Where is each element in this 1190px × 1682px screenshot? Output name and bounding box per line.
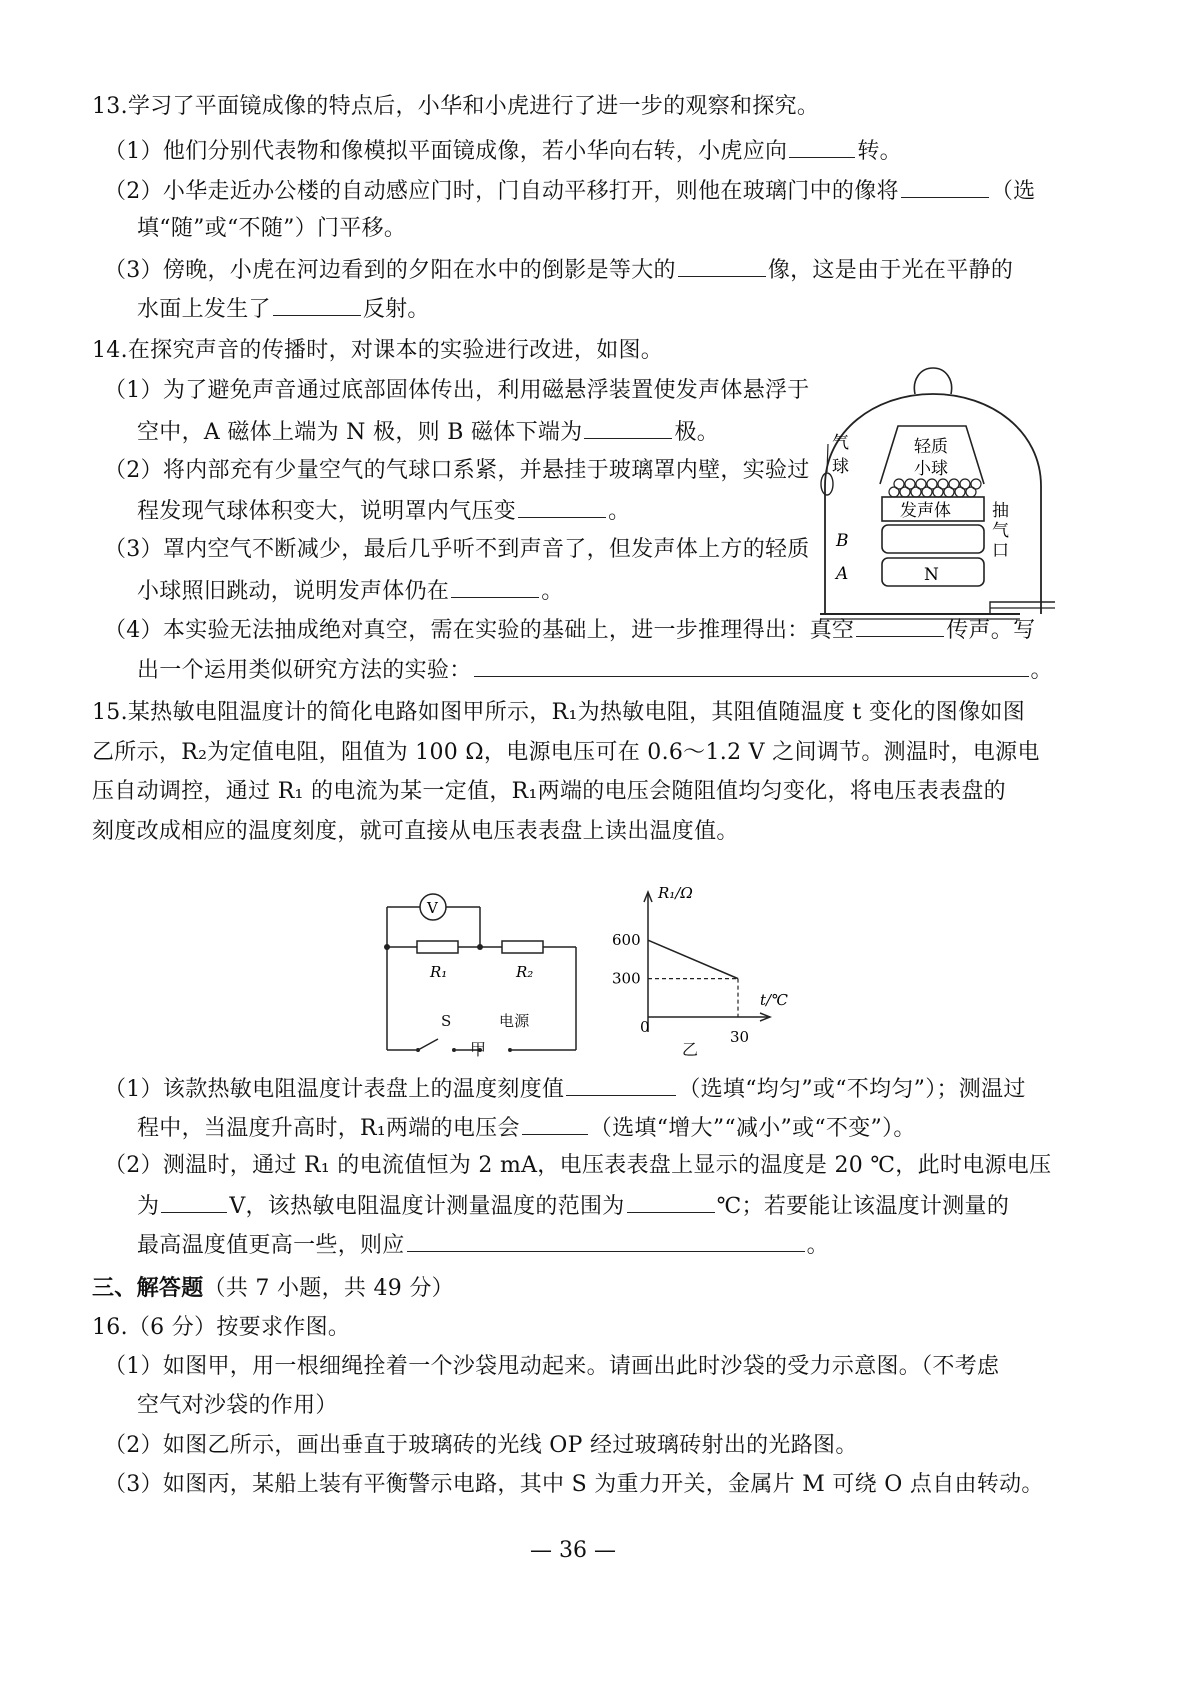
answer-blank[interactable] (584, 416, 672, 439)
resistance-temperature-graph (600, 882, 820, 1062)
answer-blank[interactable] (678, 254, 766, 277)
light-ball (949, 479, 959, 489)
label-light-1: 轻质 (914, 437, 948, 457)
q15-line3: 压自动调控，通过 R₁ 的电流为某一定值，R₁两端的电压会随阻值均匀变化，将电压表表盘的 (92, 779, 1006, 804)
circuit-diagram (380, 885, 585, 1060)
label-balloon-2: 球 (832, 457, 849, 477)
label-light-2: 小球 (914, 459, 948, 479)
tick-label-600: 600 (612, 931, 641, 950)
light-ball (960, 479, 970, 489)
q14-part3-cont: 小球照旧跳动，说明发声体仍在 。 (137, 575, 564, 607)
switch (418, 1039, 438, 1050)
series-line (648, 940, 738, 978)
x-axis-label: t/℃ (760, 991, 788, 1009)
label-r2: R₂ (516, 963, 534, 981)
q15-part1-cont: 程中，当温度升高时，R₁两端的电压会 （选填“增大”“减小”或“不变”）。 (137, 1112, 916, 1144)
label-sounding-body: 发声体 (900, 501, 951, 521)
label-pump-2: 气 (992, 521, 1009, 541)
q14-stem: 14.在探究声音的传播时，对课本的实验进行改进，如图。 (92, 338, 664, 363)
q16-part1: （1）如图甲，用一根细绳拴着一个沙袋甩动起来。请画出此时沙袋的受力示意图。（不考虑 (104, 1354, 1000, 1379)
resistor-r1 (417, 941, 458, 953)
q13-part2: （2）小华走近办公楼的自动感应门时，门自动平移打开，则他在玻璃门中的像将 （选 (104, 175, 1035, 207)
q15-part2-cont: 为 V，该热敏电阻温度计测量温度的范围为 ℃；若要能让该温度计测量的 (137, 1190, 1009, 1222)
q15-line1: 15.某热敏电阻温度计的简化电路如图甲所示，R₁为热敏电阻，其阻值随温度 t 变化的图像如图 (92, 700, 1026, 725)
light-balls (889, 479, 981, 497)
y-axis-label: R₁/Ω (658, 884, 693, 902)
label-r1: R₁ (430, 963, 448, 981)
q14-part4-cont: 出一个运用类似研究方法的实验： 。 (137, 654, 1053, 686)
label-pump-3: 口 (992, 541, 1009, 561)
label-a: A (836, 564, 849, 584)
light-ball (894, 479, 904, 489)
q13-part3: （3）傍晚，小虎在河边看到的夕阳在水中的倒影是等大的 像，这是由于光在平静的 (104, 254, 1013, 286)
light-ball (916, 479, 926, 489)
light-ball (927, 479, 937, 489)
q14-part4: （4）本实验无法抽成绝对真空，需在实验的基础上，进一步推理得出：真空 传声。写 (104, 614, 1035, 646)
q14-part1: （1）为了避免声音通过底部固体传出，利用磁悬浮装置使发声体悬浮于 (104, 378, 810, 403)
tick-label-30: 30 (730, 1028, 750, 1046)
q15-line2: 乙所示，R₂为定值电阻，阻值为 100 Ω，电源电压可在 0.6～1.2 V 之间调节。测温时，电源电 (92, 740, 1040, 765)
answer-blank[interactable] (407, 1229, 805, 1252)
q15-line4: 刻度改成相应的温度刻度，就可直接从电压表表盘上读出温度值。 (92, 819, 739, 844)
jar-knob (914, 368, 951, 394)
label-balloon-1: 气 (832, 433, 849, 453)
answer-blank[interactable] (566, 1073, 676, 1096)
q13-part3-cont: 水面上发生了 反射。 (137, 293, 430, 325)
page-number: — 36 — (530, 1538, 616, 1563)
answer-blank[interactable] (522, 1112, 588, 1135)
q15-part1: （1）该款热敏电阻温度计表盘上的温度刻度值 （选填“均匀”或“不均匀”）；测温过 (104, 1073, 1026, 1105)
answer-blank[interactable] (627, 1190, 715, 1213)
q13-part2-cont: 填“随”或“不随”）门平移。 (137, 216, 407, 241)
tick-label-300: 300 (612, 969, 641, 988)
resistor-r2 (502, 941, 543, 953)
q14-part2-cont: 程发现气球体积变大，说明罩内气压变 。 (137, 495, 630, 527)
q16-part1-cont: 空气对沙袋的作用） (137, 1393, 338, 1418)
answer-blank[interactable] (789, 135, 855, 158)
caption-jia: 甲 (470, 1040, 487, 1059)
answer-blank[interactable] (474, 654, 1029, 677)
q14-part2: （2）将内部充有少量空气的气球口系紧，并悬挂于玻璃罩内壁，实验过 (104, 458, 810, 483)
q13-stem: 13.学习了平面镜成像的特点后，小华和小虎进行了进一步的观察和探究。 (92, 94, 820, 119)
section-3-heading: 三、解答题（共 7 小题，共 49 分） (92, 1275, 454, 1301)
answer-blank[interactable] (161, 1190, 227, 1213)
q13-part1: （1）他们分别代表物和像模拟平面镜成像，若小华向右转，小虎应向 转。 (104, 135, 902, 167)
q16-part3: （3）如图丙，某船上装有平衡警示电路，其中 S 为重力开关，金属片 M 可绕 O 点自由转动。 (104, 1472, 1044, 1497)
q16-stem: 16.（6 分）按要求作图。 (92, 1315, 351, 1340)
q15-part2: （2）测温时，通过 R₁ 的电流值恒为 2 mA，电压表表盘上显示的温度是 20 ℃，此时电源电压 (104, 1153, 1052, 1178)
answer-blank[interactable] (451, 575, 539, 598)
answer-blank[interactable] (901, 175, 989, 198)
q15-part2-cont2: 最高温度值更高一些，则应 。 (137, 1229, 829, 1261)
light-ball (938, 479, 948, 489)
magnet-b (882, 525, 984, 553)
label-power-source: 电源 (499, 1012, 530, 1030)
light-ball (905, 479, 915, 489)
q16-part2: （2）如图乙所示，画出垂直于玻璃砖的光线 OP 经过玻璃砖射出的光路图。 (104, 1433, 858, 1458)
bell-jar-figure (820, 356, 1060, 636)
label-v: V (427, 899, 438, 917)
q14-part1-cont: 空中，A 磁体上端为 N 极，则 B 磁体下端为 极。 (137, 416, 719, 448)
caption-yi: 乙 (682, 1040, 699, 1059)
label-b: B (836, 531, 849, 551)
origin-label: 0 (640, 1018, 650, 1036)
light-ball (971, 479, 981, 489)
q14-part3: （3）罩内空气不断减少，最后几乎听不到声音了，但发声体上方的轻质 (104, 537, 810, 562)
label-pump-1: 抽 (992, 501, 1009, 521)
answer-blank[interactable] (518, 495, 606, 518)
label-switch: S (441, 1012, 452, 1030)
label-n: N (924, 565, 939, 585)
answer-blank[interactable] (273, 293, 361, 316)
